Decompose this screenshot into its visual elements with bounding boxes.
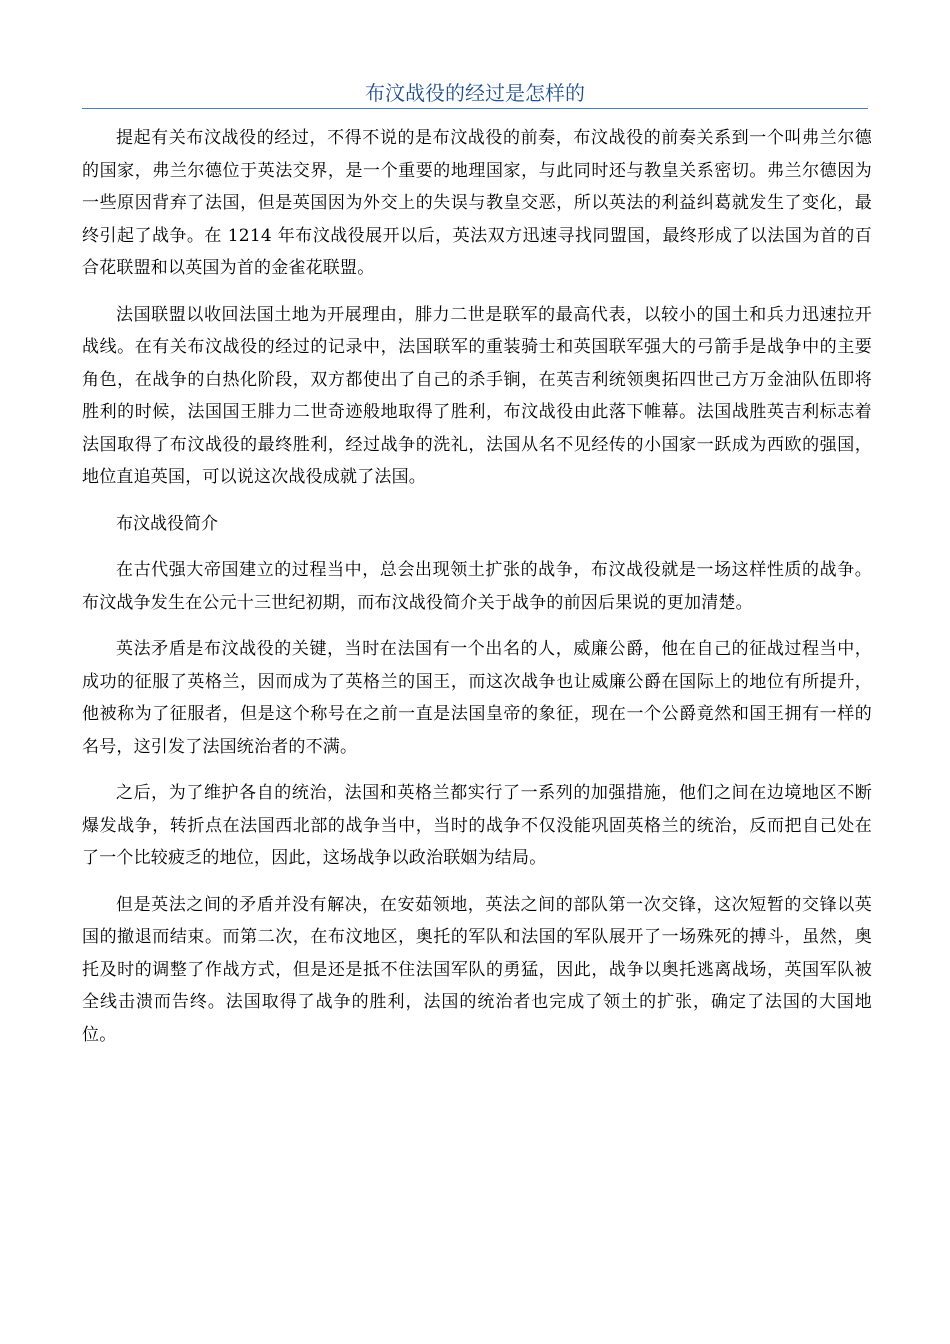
paragraph: 在古代强大帝国建立的过程当中，总会出现领土扩张的战争，布汶战役就是一场这样性质的战争。布汶战争发生在公元十三世纪初期，而布汶战役简介关于战争的前因后果说的更加清楚。 bbox=[82, 560, 872, 613]
paragraph: 提起有关布汶战役的经过，不得不说的是布汶战役的前奏，布汶战役的前奏关系到一个叫弗兰尔德的国家，弗兰尔德位于英法交界，是一个重要的地理国家，与此同时还与教皇关系密切。弗兰尔德因为一些原因背弃了法国，但是英国因为外交上的失误与教皇交恶，所以英法的利益纠葛就发生了变化，最终引起了战争。在 1214 年布汶战役展开以后，英法双方迅速寻找同盟国，最终形成了以法国为首的百合花联盟和以英国为首的金雀花联盟。 bbox=[82, 128, 872, 278]
title-underline bbox=[82, 108, 868, 109]
paragraph: 之后，为了维护各自的统治，法国和英格兰都实行了一系列的加强措施，他们之间在边境地区不断爆发战争，转折点在法国西北部的战争当中，当时的战争不仅没能巩固英格兰的统治，反而把自己处在了一个比较疲乏的地位，因此，这场战争以政治联姻为结局。 bbox=[82, 783, 872, 868]
paragraph: 英法矛盾是布汶战役的关键，当时在法国有一个出名的人，威廉公爵，他在自己的征战过程当中，成功的征服了英格兰，因而成为了英格兰的国王，而这次战争也让威廉公爵在国际上的地位有所提升，他被称为了征服者，但是这个称号在之前一直是法国皇帝的象征，现在一个公爵竟然和国王拥有一样的名号，这引发了法国统治者的不满。 bbox=[82, 639, 872, 757]
document-title: 布汶战役的经过是怎样的 bbox=[365, 81, 585, 105]
paragraph: 但是英法之间的矛盾并没有解决，在安茹领地，英法之间的部队第一次交锋，这次短暂的交锋以英国的撤退而结束。而第二次，在布汶地区，奥托的军队和法国的军队展开了一场殊死的搏斗，虽然，奥托及时的调整了作战方式，但是还是抵不住法国军队的勇猛，因此，战争以奥托逃离战场，英国军队被全线击溃而告终。法国取得了战争的胜利，法国的统治者也完成了领土的扩张，确定了法国的大国地位。 bbox=[82, 894, 872, 1045]
section-heading: 布汶战役简介 bbox=[116, 513, 218, 534]
document-body bbox=[82, 122, 872, 1065]
paragraph: 法国联盟以收回法国土地为开展理由，腓力二世是联军的最高代表，以较小的国土和兵力迅速拉开战线。在有关布汶战役的经过的记录中，法国联军的重装骑士和英国联军强大的弓箭手是战争中的主要角色，在战争的白热化阶段，双方都使出了自己的杀手锏，在英吉利统领奥拓四世己方万金油队伍即将胜利的时候，法国国王腓力二世奇迹般地取得了胜利，布汶战役由此落下帷幕。法国战胜英吉利标志着法国取得了布汶战役的最终胜利，经过战争的洗礼，法国从名不见经传的小国家一跃成为西欧的强国，地位直追英国，可以说这次战役成就了法国。 bbox=[82, 304, 872, 487]
